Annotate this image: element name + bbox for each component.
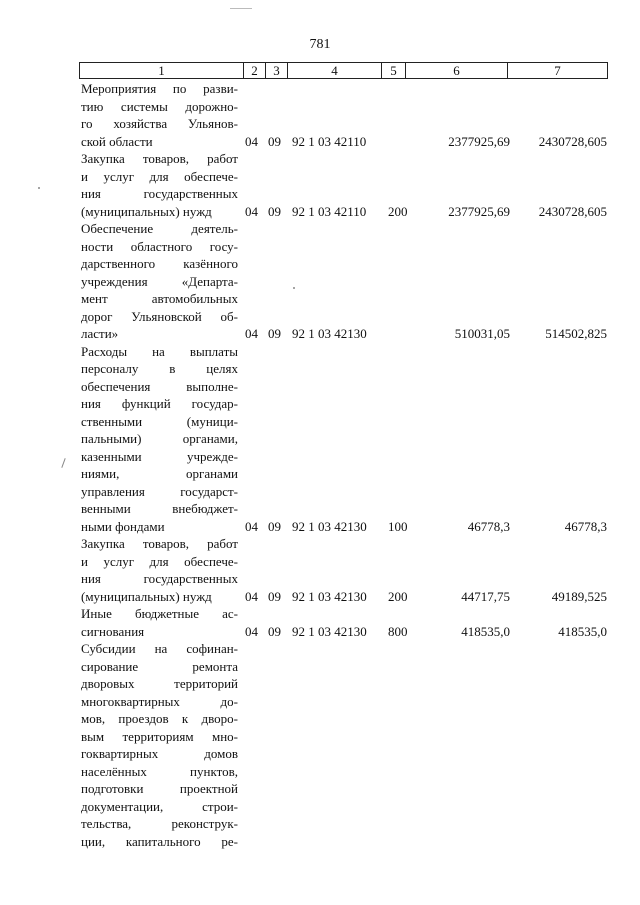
description-line: (муниципальных) нужд bbox=[81, 588, 212, 604]
description-line: ласти» bbox=[81, 326, 119, 341]
cell-c5: 200 bbox=[388, 588, 408, 604]
description-line: ской области bbox=[81, 133, 153, 149]
cell-c7: 418535,0 bbox=[558, 623, 607, 639]
description-line: и услуг для обеспече- bbox=[81, 168, 238, 184]
table-header bbox=[79, 62, 608, 79]
description-line: го хозяйства Ульянов- bbox=[81, 116, 238, 131]
cell-c3: 09 bbox=[268, 588, 281, 604]
cell-c5: 800 bbox=[388, 623, 408, 639]
cell-c3: 09 bbox=[268, 623, 281, 639]
description-line: тельства, реконструк- bbox=[81, 816, 238, 831]
cell-c2: 04 bbox=[245, 133, 258, 149]
description-line: Закупка товаров, работ bbox=[81, 151, 238, 166]
cell-c7: 2430728,605 bbox=[538, 203, 607, 219]
scan-speck bbox=[293, 287, 295, 289]
description-line: ния функций государ- bbox=[81, 396, 238, 411]
description-line: ниями, органами bbox=[81, 466, 238, 481]
cell-c3: 09 bbox=[268, 203, 281, 219]
cell-c4: 92 1 03 42130 bbox=[292, 623, 367, 639]
row-description bbox=[81, 150, 238, 220]
description-line: ными фондами bbox=[81, 518, 165, 534]
scan-mark bbox=[230, 8, 252, 9]
description-line: и услуг для обеспече- bbox=[81, 553, 238, 569]
row-description bbox=[81, 220, 238, 343]
cell-c6: 2377925,69 bbox=[448, 133, 510, 149]
cell-c5: 200 bbox=[388, 203, 408, 219]
description-line: дорог Ульяновской об- bbox=[81, 308, 238, 324]
row-description bbox=[81, 80, 238, 150]
description-line: мов, проездов к дворо- bbox=[81, 711, 238, 726]
cell-c6: 510031,05 bbox=[454, 326, 510, 341]
description-line: сигнования bbox=[81, 623, 145, 639]
header-col-2: 2 bbox=[244, 63, 266, 78]
description-line: учреждения «Департа- bbox=[81, 273, 238, 289]
scan-speck bbox=[38, 187, 40, 189]
description-line: мент автомобильных bbox=[81, 291, 238, 306]
description-line: Закупка товаров, работ bbox=[81, 536, 238, 551]
cell-c4: 92 1 03 42110 bbox=[292, 133, 367, 149]
description-line: ния государственных bbox=[81, 571, 238, 586]
description-line: вым территориям мно- bbox=[81, 728, 238, 744]
table-body bbox=[0, 80, 640, 850]
cell-c7: 2430728,605 bbox=[538, 133, 607, 149]
cell-c3: 09 bbox=[268, 518, 281, 534]
table-row bbox=[0, 220, 640, 343]
description-line: Иные бюджетные ас- bbox=[81, 606, 238, 621]
description-line: Расходы на выплаты bbox=[81, 343, 238, 359]
description-line: обеспечения выполне- bbox=[81, 378, 238, 394]
cell-c3: 09 bbox=[268, 133, 281, 149]
cell-c7: 514502,825 bbox=[545, 326, 607, 341]
header-col-3: 3 bbox=[266, 63, 288, 78]
header-col-1: 1 bbox=[80, 63, 244, 78]
description-line: казенными учрежде- bbox=[81, 448, 238, 464]
row-description bbox=[81, 640, 238, 850]
table-row bbox=[0, 150, 640, 220]
cell-c4: 92 1 03 42130 bbox=[292, 326, 367, 341]
description-line: дворовых территорий bbox=[81, 676, 238, 691]
cell-c4: 92 1 03 42130 bbox=[292, 518, 367, 534]
cell-c6: 2377925,69 bbox=[448, 203, 510, 219]
cell-c2: 04 bbox=[245, 326, 258, 341]
cell-c4: 92 1 03 42110 bbox=[292, 203, 367, 219]
cell-c4: 92 1 03 42130 bbox=[292, 588, 367, 604]
row-description bbox=[81, 605, 238, 640]
cell-c7: 49189,525 bbox=[551, 588, 607, 604]
description-line: Мероприятия по разви- bbox=[81, 81, 238, 96]
description-line: населённых пунктов, bbox=[81, 763, 238, 779]
description-line: документации, строи- bbox=[81, 798, 238, 814]
table-row bbox=[0, 640, 640, 850]
description-line: ственными (муници- bbox=[81, 413, 238, 429]
description-line: пальными) органами, bbox=[81, 431, 238, 446]
header-col-7: 7 bbox=[554, 63, 561, 78]
description-line: сирование ремонта bbox=[81, 658, 238, 674]
page-number: 781 bbox=[309, 37, 331, 52]
row-description bbox=[81, 343, 238, 536]
description-line: ности областного госу- bbox=[81, 238, 238, 254]
description-line: ния государственных bbox=[81, 186, 238, 201]
cell-c6: 44717,75 bbox=[461, 588, 510, 604]
cell-c3: 09 bbox=[268, 326, 281, 341]
header-col-5: 5 bbox=[382, 63, 406, 78]
description-line: Субсидии на софинан- bbox=[81, 641, 238, 656]
header-col-4: 4 bbox=[288, 63, 382, 78]
cell-c5: 100 bbox=[388, 518, 408, 534]
description-line: Обеспечение деятель- bbox=[81, 221, 238, 236]
description-line: дарственного казённого bbox=[81, 256, 238, 271]
cell-c2: 04 bbox=[245, 518, 258, 534]
cell-c2: 04 bbox=[245, 588, 258, 604]
table-row bbox=[0, 80, 640, 150]
description-line: ции, капитального ре- bbox=[81, 833, 238, 849]
description-line: персоналу в целях bbox=[81, 361, 238, 376]
cell-c2: 04 bbox=[245, 623, 258, 639]
cell-c6: 418535,0 bbox=[461, 623, 510, 639]
table-row bbox=[0, 605, 640, 640]
description-line: венными внебюджет- bbox=[81, 501, 238, 516]
table-row bbox=[0, 535, 640, 605]
description-line: (муниципальных) нужд bbox=[81, 203, 212, 219]
cell-c7: 46778,3 bbox=[564, 518, 607, 534]
cell-c6: 46778,3 bbox=[467, 518, 510, 534]
description-line: тию системы дорожно- bbox=[81, 98, 238, 114]
description-line: подготовки проектной bbox=[81, 781, 238, 796]
cell-c2: 04 bbox=[245, 203, 258, 219]
table-row bbox=[0, 343, 640, 536]
header-col-6: 6 bbox=[406, 63, 508, 78]
description-line: многоквартирных до- bbox=[81, 693, 238, 709]
description-line: гоквартирных домов bbox=[81, 746, 238, 761]
row-description bbox=[81, 535, 238, 605]
description-line: управления государст- bbox=[81, 483, 238, 499]
